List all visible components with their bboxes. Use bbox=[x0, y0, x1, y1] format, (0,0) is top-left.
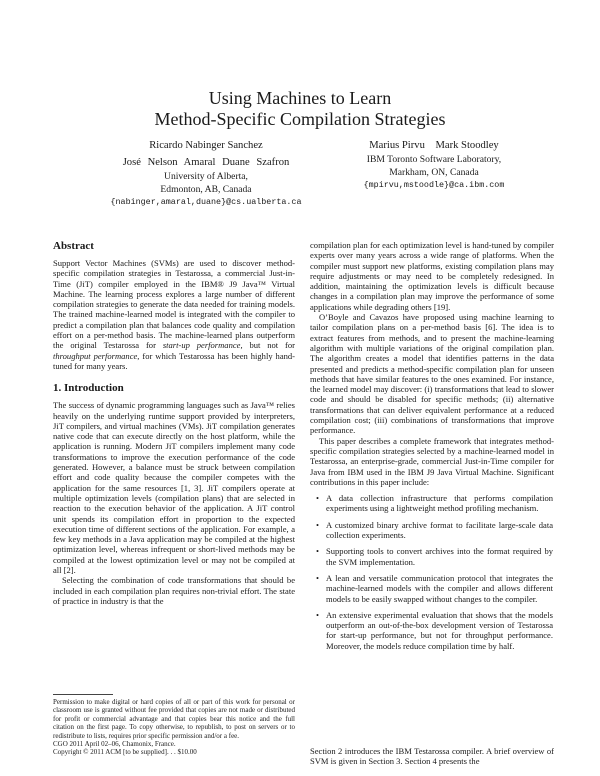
contribution-text: A customized binary archive format to facilitate large-scale data collection experiments. bbox=[326, 519, 553, 541]
bullet: • bbox=[316, 572, 319, 583]
abstract-heading: Abstract bbox=[53, 240, 94, 252]
author-names-line-1: Ricardo Nabinger Sanchez bbox=[149, 140, 263, 151]
location: Edmonton, AB, Canada bbox=[160, 183, 252, 195]
intro-paragraph-1: The success of dynamic programming languages such as Java™ relies heavily on the underlying runtime support provided by interpreters, JiT compilers, and virtual machines (VMs). JiT compilation generates native code that can execute directly on the host platform, while the application is running. Modern JiT compilers implement many code transformations to improve the execution performance of the code generated. However, a balance must be struck between compilation effort and code quality because the compiler competes with the application for the same resources [1, 3]. JiT compilers operate at multiple optimization levels (compilation plans) that are selected in reaction to the execution behavior of the application. A JiT control unit spends its compilation effort in proportion to the expected execution time of different sections of the application. For example, a few key methods in a Java application may be compiled at the highest optimization level, whereas infrequent or short-lived methods may be compiled at the lowest optimization level or may not be compiled at all [2]. bbox=[53, 400, 295, 576]
contribution-text: An extensive experimental evaluation that shows that the models outperform an out-of-the-box development version of Testarossa for start-up performance, but not for throughput performance. Moreover, the models reduce compilation time by half. bbox=[326, 609, 553, 651]
contribution-text: A lean and versatile communication protocol that integrates the machine-learned models with the compiler and allows different models to be easily swapped without changes to the compiler. bbox=[326, 572, 553, 604]
abstract-emphasis-startup: start-up performance bbox=[162, 340, 241, 351]
abstract-text-mid: , but not for bbox=[240, 340, 295, 351]
author-email: {nabinger,amaral,duane}@cs.ualberta.ca bbox=[110, 197, 302, 207]
intro-paragraph-2: Selecting the combination of code transformations that should be included in each compilation plan requires non-trivial effort. The state of practice in industry is that the bbox=[53, 575, 295, 606]
abstract-text-end: , for which Testarossa has been highly hand-tuned for many years. bbox=[53, 350, 296, 371]
right-closing-paragraph: Section 2 introduces the IBM Testarossa compiler. A brief overview of SVM is given in Section 3. Section 4 presents the bbox=[310, 746, 554, 767]
paper-title bbox=[0, 88, 600, 130]
permission-footnote bbox=[53, 698, 295, 757]
abstract-text: Support Vector Machines (SVMs) are used to discover method-specific compilation strategies in Testarossa, a commercial Just-in-Time (JiT) compiler employed in the IBM® J9 Java™ Virtual Machine. The learning process explores a large number of different compilation strategies to generate the data needed for training models. The trained machine-learned model is integrated with the compiler to predict a compilation plan that balances code quality and compilation effort on a per-method basis. The machine-learned plans outperform the original Testarossa for bbox=[53, 258, 295, 351]
footnote-rule bbox=[53, 694, 113, 695]
contribution-item bbox=[310, 546, 554, 567]
author-email: {mpirvu,mstoodle}@ca.ibm.com bbox=[363, 180, 505, 190]
author-block-ibm bbox=[326, 137, 542, 192]
contribution-item bbox=[310, 610, 554, 651]
contribution-item bbox=[310, 493, 554, 514]
institution: University of Alberta, bbox=[164, 171, 248, 182]
bullet: • bbox=[316, 519, 319, 530]
author-names: Marius Pirvu Mark Stoodley bbox=[369, 140, 499, 151]
contribution-item bbox=[310, 520, 554, 541]
copyright-line: Copyright © 2011 ACM [to be supplied]. . . $10.00 bbox=[53, 748, 197, 757]
title-line-1: Using Machines to Learn bbox=[208, 88, 392, 109]
intro-heading: 1. Introduction bbox=[53, 382, 124, 395]
right-column bbox=[310, 240, 554, 657]
abstract-paragraph bbox=[53, 258, 295, 371]
right-paragraph-1: compilation plan for each optimization level is hand-tuned by compiler experts over many years across a wide range of platforms. When the compiler must support new platforms, existing compilation plans may require adjustments or may need to be completely redesigned. In addition, maintaining the optimization levels is difficult because changes in a compilation plan may improve the performance of some applications while degrading others [19]. bbox=[310, 240, 554, 312]
title-line-2: Method-Specific Compilation Strategies bbox=[154, 109, 446, 130]
left-column bbox=[53, 240, 295, 606]
bullet: • bbox=[316, 546, 319, 557]
contributions-list bbox=[310, 493, 554, 651]
conference-info: CGO 2011 April 02–06, Chamonix, France. bbox=[53, 740, 176, 749]
author-block-alberta bbox=[72, 137, 340, 209]
bullet: • bbox=[316, 609, 319, 620]
contribution-text: Supporting tools to convert archives into the format required by the SVM implementation. bbox=[326, 546, 553, 567]
author-names-line-2: José Nelson Amaral Duane Szafron bbox=[122, 157, 290, 168]
contribution-item bbox=[310, 573, 554, 604]
right-paragraph-2: O’Boyle and Cavazos have proposed using machine learning to tailor compilation plans on a per-method basis [6]. The idea is to extract features from methods, and to present the machine-learning algorithm with multiple variations of the original compilation plan. The algorithm creates a model that identifies patterns in the data presented and predicts a method-specific compilation plan for unseen methods that have similar features to the ones examined. For instance, the learned model may discover: (i) transformations that lead to slower code and should be disabled for specific methods; (ii) alternative transformations that can deliver equivalent performance at a reduced compilation cost; (iii) combinations of transformations that improve performance. bbox=[310, 312, 554, 436]
permission-text: Permission to make digital or hard copies of all or part of this work for personal or classroom use is granted without fee provided that copies are not made or distributed for profit or commercial advantage and that copies bear this notice and the full citation on the first page. To copy otherwise, to republish, to post on servers or to redistribute to lists, requires prior specific permission and/or a fee. bbox=[53, 698, 295, 740]
right-paragraph-3: This paper describes a complete framework that integrates method-specific compilation strategies selected by a machine-learned model in Testarossa, an enterprise-grade, commercial Just-in-Time compiler for Java from IBM used in the IBM J9 Java Virtual Machine. Significant contributions in this paper include: bbox=[310, 435, 554, 487]
abstract-emphasis-throughput: throughput performance bbox=[53, 350, 138, 361]
location: Markham, ON, Canada bbox=[389, 166, 479, 178]
bullet: • bbox=[316, 493, 319, 504]
institution: IBM Toronto Software Laboratory, bbox=[366, 154, 502, 165]
contribution-text: A data collection infrastructure that performs compilation experiments using a lightweight method profiling mechanism. bbox=[326, 493, 553, 514]
